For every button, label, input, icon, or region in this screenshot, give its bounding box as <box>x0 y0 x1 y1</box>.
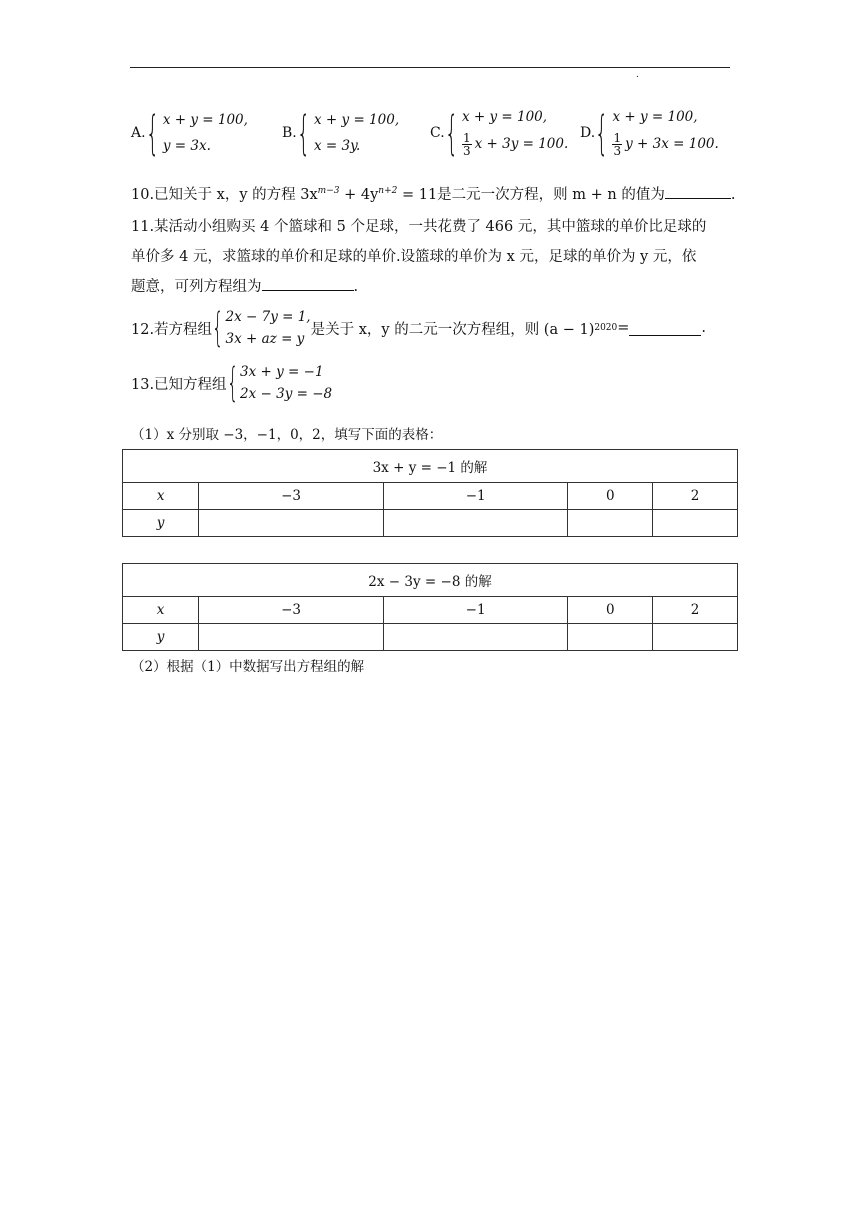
q10-end: . <box>730 187 736 203</box>
q12-eq2: 3x + az = y <box>225 331 305 347</box>
question-12 <box>131 306 706 350</box>
table-answer-cell[interactable] <box>653 624 738 651</box>
q13-prefix: 13.已知方程组 <box>131 376 227 393</box>
q10-exponent-2: n+2 <box>378 186 398 197</box>
table-cell: 2 <box>653 597 738 624</box>
option-b <box>282 106 399 160</box>
table-answer-cell[interactable] <box>199 510 384 537</box>
fraction <box>612 132 622 157</box>
table-answer-cell[interactable] <box>568 624 653 651</box>
option-b-label: B. <box>282 125 297 141</box>
q13-part-1: （1）x 分别取 −3，−1，0，2，填写下面的表格： <box>131 427 443 443</box>
option-c-eq1: x + y = 100, <box>461 108 548 125</box>
option-c <box>430 106 568 160</box>
table-cell: y <box>123 510 199 537</box>
q10-suffix: = 11是二元一次方程，则 m + n 的值为 <box>397 187 665 203</box>
answer-blank[interactable] <box>665 184 731 199</box>
table-cell: −3 <box>199 483 384 510</box>
q11-end: . <box>353 279 359 295</box>
table-answer-cell[interactable] <box>653 510 738 537</box>
table-cell: x <box>123 483 199 510</box>
option-a-system <box>163 107 248 159</box>
option-d-eq2-line <box>612 132 718 157</box>
option-b-eq2: x = 3y. <box>314 138 361 154</box>
answer-blank[interactable] <box>262 276 354 291</box>
option-d <box>580 106 719 160</box>
option-a-eq1: x + y = 100, <box>162 112 248 128</box>
table-cell: x <box>123 597 199 624</box>
option-d-eq2: y + 3x = 100. <box>625 136 719 153</box>
question-11-line-1: 11.某活动小组购买 4 个篮球和 5 个足球，一共花费了 466 元，其中篮球的单价比足球的 <box>131 219 707 235</box>
option-a-eq2: y = 3x. <box>162 138 211 154</box>
q12-end: . <box>701 320 707 336</box>
table-answer-cell[interactable] <box>383 624 568 651</box>
option-c-system <box>462 105 568 161</box>
fraction-denominator: 3 <box>613 144 622 159</box>
table-answer-cell[interactable] <box>568 510 653 537</box>
header-rule <box>130 67 730 68</box>
table-cell: y <box>123 624 199 651</box>
table-cell: −1 <box>383 483 568 510</box>
q12-prefix: 12.若方程组 <box>131 321 213 338</box>
answer-blank[interactable] <box>629 321 701 336</box>
q13-eq1: 3x + y = −1 <box>240 364 324 380</box>
table-answer-cell[interactable] <box>199 624 384 651</box>
brace-icon: { <box>212 305 224 351</box>
table-row-x <box>123 483 738 510</box>
brace-icon: { <box>226 360 239 406</box>
q10-prefix: 10.已知关于 x，y 的方程 3x <box>131 187 318 203</box>
table-title: 3x + y = −1 的解 <box>123 450 738 483</box>
fraction <box>462 132 472 157</box>
q12-equals: = <box>617 320 630 336</box>
fraction-numerator: 1 <box>462 131 471 146</box>
option-c-eq2: x + 3y = 100. <box>474 136 569 153</box>
option-a-label: A. <box>131 125 146 141</box>
option-d-eq1: x + y = 100, <box>612 108 698 125</box>
q13-eq2: 2x − 3y = −8 <box>240 386 333 402</box>
header-dot: . <box>636 70 639 80</box>
q12-mid: 是关于 x，y 的二元一次方程组，则 (a − 1) <box>310 321 595 338</box>
brace-icon: { <box>296 106 310 160</box>
q12-system <box>226 306 311 350</box>
fraction-denominator: 3 <box>462 144 471 159</box>
table-cell: −3 <box>199 597 384 624</box>
table-answer-cell[interactable] <box>383 510 568 537</box>
table-cell: 0 <box>568 483 653 510</box>
solution-table-2 <box>122 563 738 651</box>
option-c-label: C. <box>430 125 445 141</box>
q13-part-2: （2）根据（1）中数据写出方程组的解 <box>131 659 365 675</box>
question-11-line-3 <box>131 275 358 296</box>
q10-exponent-1: m−3 <box>317 186 340 197</box>
table-cell: 0 <box>568 597 653 624</box>
q13-system <box>240 361 332 405</box>
q12-exponent: 2020 <box>594 323 618 333</box>
question-10 <box>131 183 735 204</box>
table-cell: −1 <box>383 597 568 624</box>
table-title: 2x − 3y = −8 的解 <box>123 564 738 597</box>
option-d-label: D. <box>580 125 596 141</box>
brace-icon: { <box>444 106 458 160</box>
option-b-system <box>314 107 399 159</box>
table-row-y <box>123 510 738 537</box>
question-11-line-2: 单价多 4 元，求篮球的单价和足球的单价.设篮球的单价为 x 元，足球的单价为 y 元，依 <box>131 249 697 265</box>
brace-icon: { <box>595 106 609 160</box>
question-13 <box>131 360 332 406</box>
solution-table-1 <box>122 449 738 537</box>
brace-icon: { <box>145 106 159 160</box>
option-d-system <box>612 105 718 161</box>
option-b-eq1: x + y = 100, <box>314 112 400 128</box>
table-row-y <box>123 624 738 651</box>
q10-mid: + 4y <box>339 187 379 203</box>
option-c-eq2-line <box>462 132 568 157</box>
option-a <box>131 106 248 160</box>
fraction-numerator: 1 <box>613 131 622 146</box>
table-cell: 2 <box>653 483 738 510</box>
table-row-x <box>123 597 738 624</box>
q12-eq1: 2x − 7y = 1, <box>225 309 311 325</box>
q11-line-3-text: 题意，可列方程组为 <box>131 279 262 295</box>
